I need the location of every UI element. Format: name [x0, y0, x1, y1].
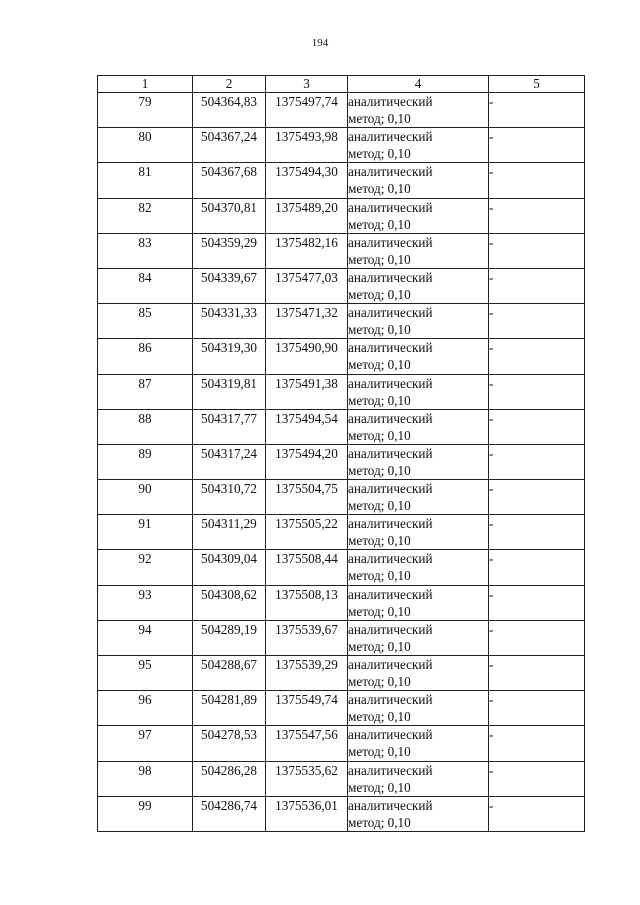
- table-body: [98, 93, 585, 832]
- header-cell-method: 4: [348, 76, 489, 93]
- coordinates-table: [97, 75, 585, 832]
- method-line-2: метод; 0,10: [348, 533, 411, 549]
- x-coordinate-cell: 504281,89: [193, 691, 266, 726]
- note-cell: -: [489, 585, 585, 620]
- x-coordinate-cell: 504286,28: [193, 761, 266, 796]
- point-number-cell: 83: [98, 233, 193, 268]
- method-line-1: аналитический: [348, 445, 433, 461]
- y-coordinate-cell: 1375505,22: [266, 515, 348, 550]
- method-cell: [348, 515, 489, 550]
- method-line-2: метод; 0,10: [348, 709, 411, 725]
- point-number-cell: 80: [98, 128, 193, 163]
- point-number-cell: 94: [98, 620, 193, 655]
- note-cell: -: [489, 796, 585, 831]
- method-line-1: аналитический: [348, 305, 433, 321]
- method-cell: [348, 585, 489, 620]
- table-row: [98, 761, 585, 796]
- method-line-1: аналитический: [348, 164, 433, 180]
- table-row: [98, 93, 585, 128]
- note-cell: -: [489, 550, 585, 585]
- x-coordinate-cell: 504289,19: [193, 620, 266, 655]
- method-cell: [348, 198, 489, 233]
- table-row: [98, 620, 585, 655]
- method-line-1: аналитический: [348, 375, 433, 391]
- method-line-1: аналитический: [348, 481, 433, 497]
- method-line-2: метод; 0,10: [348, 427, 411, 443]
- point-number-cell: 99: [98, 796, 193, 831]
- y-coordinate-cell: 1375497,74: [266, 93, 348, 128]
- method-cell: [348, 726, 489, 761]
- table-row: [98, 550, 585, 585]
- table-row: [98, 480, 585, 515]
- method-cell: [348, 93, 489, 128]
- table-row: [98, 691, 585, 726]
- note-cell: -: [489, 620, 585, 655]
- note-cell: -: [489, 339, 585, 374]
- method-line-2: метод; 0,10: [348, 322, 411, 338]
- y-coordinate-cell: 1375539,29: [266, 656, 348, 691]
- point-number-cell: 93: [98, 585, 193, 620]
- point-number-cell: 84: [98, 268, 193, 303]
- note-cell: -: [489, 691, 585, 726]
- note-cell: -: [489, 163, 585, 198]
- x-coordinate-cell: 504311,29: [193, 515, 266, 550]
- y-coordinate-cell: 1375547,56: [266, 726, 348, 761]
- note-cell: -: [489, 233, 585, 268]
- point-number-cell: 79: [98, 93, 193, 128]
- method-line-2: метод; 0,10: [348, 674, 411, 689]
- method-cell: [348, 620, 489, 655]
- method-cell: [348, 128, 489, 163]
- point-number-cell: 85: [98, 304, 193, 339]
- point-number-cell: 96: [98, 691, 193, 726]
- method-line-1: аналитический: [348, 692, 433, 708]
- point-number-cell: 90: [98, 480, 193, 515]
- y-coordinate-cell: 1375504,75: [266, 480, 348, 515]
- table-row: [98, 726, 585, 761]
- x-coordinate-cell: 504308,62: [193, 585, 266, 620]
- x-coordinate-cell: 504331,33: [193, 304, 266, 339]
- page-number: 194: [311, 37, 329, 49]
- x-coordinate-cell: 504359,29: [193, 233, 266, 268]
- note-cell: -: [489, 374, 585, 409]
- method-line-1: аналитический: [348, 657, 433, 672]
- table-row: [98, 444, 585, 479]
- method-cell: [348, 761, 489, 796]
- y-coordinate-cell: 1375535,62: [266, 761, 348, 796]
- method-cell: [348, 480, 489, 515]
- x-coordinate-cell: 504317,77: [193, 409, 266, 444]
- table-row: [98, 268, 585, 303]
- method-line-2: метод; 0,10: [348, 146, 411, 162]
- method-line-2: метод; 0,10: [348, 251, 411, 267]
- method-line-2: метод; 0,10: [348, 603, 411, 619]
- method-cell: [348, 550, 489, 585]
- method-line-1: аналитический: [348, 94, 433, 109]
- y-coordinate-cell: 1375493,98: [266, 128, 348, 163]
- table-row: [98, 409, 585, 444]
- method-line-1: аналитический: [348, 340, 433, 356]
- method-line-1: аналитический: [348, 234, 433, 250]
- y-coordinate-cell: 1375539,67: [266, 620, 348, 655]
- method-line-1: аналитический: [348, 797, 433, 813]
- method-cell: [348, 656, 489, 691]
- note-cell: -: [489, 304, 585, 339]
- y-coordinate-cell: 1375494,20: [266, 444, 348, 479]
- note-cell: -: [489, 515, 585, 550]
- point-number-cell: 86: [98, 339, 193, 374]
- point-number-cell: 91: [98, 515, 193, 550]
- table-row: [98, 163, 585, 198]
- method-line-1: аналитический: [348, 129, 433, 145]
- method-line-1: аналитический: [348, 586, 433, 602]
- method-line-1: аналитический: [348, 199, 433, 215]
- note-cell: -: [489, 761, 585, 796]
- method-line-2: метод; 0,10: [348, 216, 411, 232]
- point-number-cell: 89: [98, 444, 193, 479]
- note-cell: -: [489, 656, 585, 691]
- note-cell: -: [489, 444, 585, 479]
- method-cell: [348, 444, 489, 479]
- y-coordinate-cell: 1375477,03: [266, 268, 348, 303]
- y-coordinate-cell: 1375494,30: [266, 163, 348, 198]
- table-row: [98, 304, 585, 339]
- method-line-2: метод; 0,10: [348, 286, 411, 302]
- table-row: [98, 656, 585, 691]
- method-cell: [348, 796, 489, 831]
- y-coordinate-cell: 1375482,16: [266, 233, 348, 268]
- header-cell-x: 2: [193, 76, 266, 93]
- method-line-2: метод; 0,10: [348, 357, 411, 373]
- x-coordinate-cell: 504319,30: [193, 339, 266, 374]
- method-line-2: метод; 0,10: [348, 462, 411, 478]
- point-number-cell: 92: [98, 550, 193, 585]
- table-row: [98, 198, 585, 233]
- point-number-cell: 81: [98, 163, 193, 198]
- y-coordinate-cell: 1375471,32: [266, 304, 348, 339]
- x-coordinate-cell: 504367,24: [193, 128, 266, 163]
- method-cell: [348, 339, 489, 374]
- table-row: [98, 515, 585, 550]
- y-coordinate-cell: 1375536,01: [266, 796, 348, 831]
- x-coordinate-cell: 504339,67: [193, 268, 266, 303]
- note-cell: -: [489, 268, 585, 303]
- method-line-1: аналитический: [348, 621, 433, 637]
- method-line-2: метод; 0,10: [348, 111, 411, 126]
- x-coordinate-cell: 504319,81: [193, 374, 266, 409]
- point-number-cell: 88: [98, 409, 193, 444]
- method-line-2: метод; 0,10: [348, 779, 411, 795]
- method-cell: [348, 409, 489, 444]
- table-row: [98, 233, 585, 268]
- x-coordinate-cell: 504317,24: [193, 444, 266, 479]
- method-line-2: метод; 0,10: [348, 181, 411, 197]
- method-line-1: аналитический: [348, 269, 433, 285]
- y-coordinate-cell: 1375489,20: [266, 198, 348, 233]
- header-cell-y: 3: [266, 76, 348, 93]
- x-coordinate-cell: 504310,72: [193, 480, 266, 515]
- header-cell-note: 5: [489, 76, 585, 93]
- y-coordinate-cell: 1375491,38: [266, 374, 348, 409]
- table-row: [98, 374, 585, 409]
- note-cell: -: [489, 198, 585, 233]
- y-coordinate-cell: 1375508,44: [266, 550, 348, 585]
- method-line-2: метод; 0,10: [348, 638, 411, 654]
- note-cell: -: [489, 128, 585, 163]
- method-line-1: аналитический: [348, 516, 433, 532]
- x-coordinate-cell: 504286,74: [193, 796, 266, 831]
- method-cell: [348, 304, 489, 339]
- point-number-cell: 82: [98, 198, 193, 233]
- table-header: [98, 76, 585, 93]
- x-coordinate-cell: 504364,83: [193, 93, 266, 128]
- method-line-2: метод; 0,10: [348, 568, 411, 584]
- y-coordinate-cell: 1375508,13: [266, 585, 348, 620]
- point-number-cell: 98: [98, 761, 193, 796]
- method-line-1: аналитический: [348, 762, 433, 778]
- note-cell: -: [489, 409, 585, 444]
- method-line-1: аналитический: [348, 410, 433, 426]
- x-coordinate-cell: 504370,81: [193, 198, 266, 233]
- table-row: [98, 339, 585, 374]
- point-number-cell: 87: [98, 374, 193, 409]
- method-line-1: аналитический: [348, 551, 433, 567]
- method-line-2: метод; 0,10: [348, 744, 411, 760]
- method-cell: [348, 163, 489, 198]
- method-cell: [348, 691, 489, 726]
- table-row: [98, 796, 585, 831]
- y-coordinate-cell: 1375549,74: [266, 691, 348, 726]
- header-cell-point-number: 1: [98, 76, 193, 93]
- method-cell: [348, 374, 489, 409]
- note-cell: -: [489, 480, 585, 515]
- x-coordinate-cell: 504278,53: [193, 726, 266, 761]
- table-row: [98, 128, 585, 163]
- header-row: [98, 76, 585, 93]
- x-coordinate-cell: 504367,68: [193, 163, 266, 198]
- method-line-1: аналитический: [348, 727, 433, 743]
- y-coordinate-cell: 1375494,54: [266, 409, 348, 444]
- method-line-2: метод; 0,10: [348, 814, 411, 830]
- method-line-2: метод; 0,10: [348, 498, 411, 514]
- x-coordinate-cell: 504288,67: [193, 656, 266, 691]
- table-row: [98, 585, 585, 620]
- point-number-cell: 95: [98, 656, 193, 691]
- y-coordinate-cell: 1375490,90: [266, 339, 348, 374]
- method-cell: [348, 268, 489, 303]
- method-cell: [348, 233, 489, 268]
- x-coordinate-cell: 504309,04: [193, 550, 266, 585]
- note-cell: -: [489, 93, 585, 128]
- method-line-2: метод; 0,10: [348, 392, 411, 408]
- point-number-cell: 97: [98, 726, 193, 761]
- note-cell: -: [489, 726, 585, 761]
